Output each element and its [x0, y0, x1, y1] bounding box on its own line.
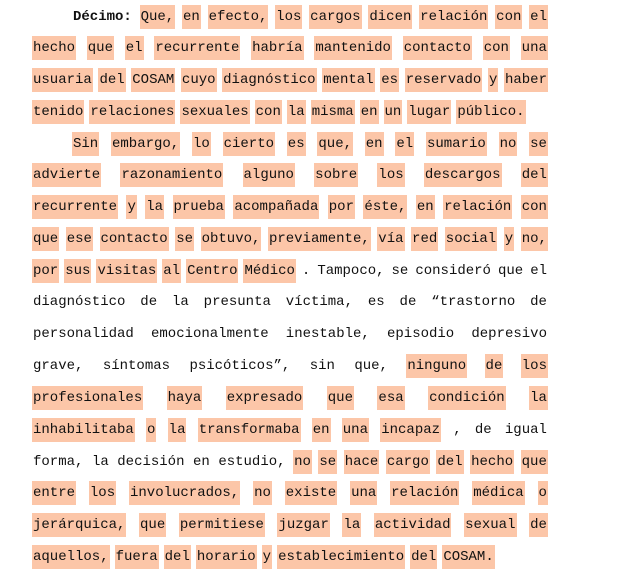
- word: el: [530, 263, 547, 279]
- word: personalidad: [33, 326, 134, 342]
- highlighted-word: COSAM.: [442, 545, 494, 569]
- text-line: [72, 5, 548, 29]
- word: estudio,: [218, 454, 286, 470]
- highlighted-word: que: [87, 36, 114, 60]
- word: víctima,: [285, 294, 353, 310]
- word: síntomas: [102, 358, 171, 374]
- highlighted-word: establecimiento: [277, 545, 405, 569]
- text-line: [32, 163, 548, 187]
- highlighted-word: aquellos,: [32, 545, 110, 569]
- highlighted-word: incapaz: [380, 418, 441, 442]
- highlighted-word: del: [164, 545, 191, 569]
- highlighted-word: cierto: [223, 132, 275, 156]
- highlighted-word: jerárquica,: [32, 513, 126, 537]
- highlighted-word: por: [32, 259, 59, 283]
- highlighted-word: usuaria: [32, 68, 93, 92]
- highlighted-word: horario: [196, 545, 257, 569]
- highlighted-word: sumario: [426, 132, 487, 156]
- highlighted-word: por: [328, 195, 355, 219]
- highlighted-word: una: [521, 36, 548, 60]
- text-line: [32, 195, 548, 219]
- highlighted-word: el: [125, 36, 144, 60]
- highlighted-word: del: [436, 450, 463, 474]
- highlighted-word: cargo: [386, 450, 430, 474]
- highlighted-word: sexuales: [180, 100, 249, 124]
- highlighted-word: ninguno: [406, 354, 467, 378]
- highlighted-word: los: [377, 163, 404, 187]
- highlighted-word: cuyo: [181, 68, 217, 92]
- highlighted-word: en: [312, 418, 331, 442]
- word: consideró: [415, 263, 491, 279]
- highlighted-word: previamente,: [268, 227, 371, 251]
- highlighted-word: contacto: [100, 227, 169, 251]
- highlighted-word: embargo,: [111, 132, 180, 156]
- highlighted-word: Centro: [186, 259, 238, 283]
- highlighted-word: la: [529, 386, 548, 410]
- highlighted-word: que,: [317, 132, 353, 156]
- text-line: [32, 259, 548, 283]
- text-line: [32, 227, 548, 251]
- highlighted-word: condición: [428, 386, 506, 410]
- highlighted-word: hecho: [470, 450, 514, 474]
- word: es: [367, 294, 385, 310]
- highlighted-word: prueba: [173, 195, 225, 219]
- highlighted-word: misma: [311, 100, 355, 124]
- highlighted-word: Médico: [243, 259, 295, 283]
- highlighted-word: la: [168, 418, 187, 442]
- highlighted-word: éste,: [363, 195, 407, 219]
- highlighted-word: la: [342, 513, 361, 537]
- text-line: [32, 418, 548, 442]
- text-line: [32, 386, 548, 410]
- highlighted-word: obtuvo,: [201, 227, 262, 251]
- highlighted-word: sus: [64, 259, 91, 283]
- highlighted-word: descargos: [424, 163, 502, 187]
- highlighted-word: al: [162, 259, 181, 283]
- word: de: [474, 422, 492, 438]
- highlighted-word: en: [365, 132, 384, 156]
- highlighted-word: relación: [390, 481, 459, 505]
- highlighted-word: de: [529, 513, 548, 537]
- highlighted-word: razonamiento: [120, 163, 223, 187]
- highlighted-word: público.: [456, 100, 525, 124]
- highlighted-word: y: [504, 227, 514, 251]
- highlighted-word: contacto: [403, 36, 472, 60]
- highlighted-word: mental: [322, 68, 374, 92]
- highlighted-word: del: [521, 163, 548, 187]
- word: episodio: [386, 326, 455, 342]
- word: que,: [354, 358, 388, 374]
- word: “trastorno: [431, 294, 516, 310]
- highlighted-word: transformaba: [198, 418, 301, 442]
- highlighted-word: es: [380, 68, 399, 92]
- highlighted-word: haya: [167, 386, 203, 410]
- highlighted-word: no: [253, 481, 272, 505]
- highlighted-word: expresado: [226, 386, 304, 410]
- text-line: [32, 481, 548, 505]
- text-line: [32, 100, 548, 124]
- highlighted-word: el: [529, 5, 548, 29]
- highlighted-word: entre: [32, 481, 76, 505]
- highlighted-word: red: [411, 227, 438, 251]
- text-line: [32, 545, 548, 569]
- word: sin: [309, 358, 335, 374]
- highlighted-word: existe: [285, 481, 337, 505]
- highlighted-word: inhabilitaba: [32, 418, 135, 442]
- highlighted-word: el: [395, 132, 414, 156]
- highlighted-word: los: [275, 5, 302, 29]
- highlighted-word: que: [521, 450, 548, 474]
- highlighted-word: involucrados,: [129, 481, 240, 505]
- highlighted-word: juzgar: [277, 513, 329, 537]
- highlighted-word: actividad: [374, 513, 452, 537]
- highlighted-word: no: [293, 450, 312, 474]
- highlighted-word: con: [521, 195, 548, 219]
- highlighted-word: efecto,: [208, 5, 269, 29]
- text-line: [32, 68, 548, 92]
- highlighted-word: en: [416, 195, 435, 219]
- highlighted-word: que: [327, 386, 354, 410]
- highlighted-word: médica: [472, 481, 524, 505]
- highlighted-word: advierte: [32, 163, 101, 187]
- highlighted-word: se: [318, 450, 337, 474]
- highlighted-word: una: [342, 418, 369, 442]
- highlighted-word: que: [139, 513, 166, 537]
- highlighted-word: hecho: [32, 36, 76, 60]
- highlighted-word: no: [499, 132, 518, 156]
- word: .: [301, 263, 311, 279]
- word: igual: [504, 422, 547, 438]
- text-line: [32, 36, 548, 60]
- word: forma,: [33, 454, 84, 470]
- highlighted-word: y: [488, 68, 498, 92]
- highlighted-word: del: [410, 545, 437, 569]
- highlighted-word: con: [255, 100, 282, 124]
- text-line: [32, 450, 548, 474]
- highlighted-word: del: [98, 68, 125, 92]
- highlighted-word: se: [529, 132, 548, 156]
- highlighted-word: una: [350, 481, 377, 505]
- highlighted-word: sobre: [314, 163, 358, 187]
- highlighted-word: sexual: [464, 513, 516, 537]
- highlighted-word: la: [145, 195, 164, 219]
- highlighted-word: en: [360, 100, 379, 124]
- word: de: [140, 294, 158, 310]
- word: de: [399, 294, 417, 310]
- text-line: [32, 290, 548, 314]
- text-line: [32, 354, 548, 378]
- highlighted-word: social: [445, 227, 497, 251]
- highlighted-word: mantenido: [314, 36, 392, 60]
- highlighted-word: visitas: [96, 259, 157, 283]
- highlighted-word: ese: [66, 227, 93, 251]
- highlighted-word: lo: [192, 132, 211, 156]
- word: se: [391, 263, 409, 279]
- highlighted-word: recurrente: [154, 36, 240, 60]
- highlighted-word: fuera: [115, 545, 159, 569]
- highlighted-word: haber: [504, 68, 548, 92]
- highlighted-word: con: [495, 5, 522, 29]
- highlighted-word: lugar: [407, 100, 451, 124]
- highlighted-word: o: [146, 418, 156, 442]
- highlighted-word: vía: [377, 227, 404, 251]
- highlighted-word: o: [538, 481, 548, 505]
- word: de: [530, 294, 547, 310]
- highlighted-word: tenido: [32, 100, 84, 124]
- highlighted-word: dicen: [368, 5, 412, 29]
- highlighted-word: COSAM: [131, 68, 175, 92]
- word: depresivo: [471, 326, 547, 342]
- highlighted-word: permitiese: [179, 513, 265, 537]
- highlighted-word: diagnóstico: [222, 68, 316, 92]
- highlighted-word: no,: [521, 227, 548, 251]
- word: ,: [453, 422, 462, 438]
- highlighted-word: se: [175, 227, 194, 251]
- word: Tampoco,: [317, 263, 385, 279]
- highlighted-word: que: [32, 227, 59, 251]
- highlighted-word: esa: [377, 386, 404, 410]
- highlighted-word: con: [483, 36, 510, 60]
- highlighted-word: hace: [344, 450, 380, 474]
- highlighted-word: cargos: [309, 5, 361, 29]
- highlighted-word: y: [262, 545, 272, 569]
- highlighted-word: en: [182, 5, 201, 29]
- highlighted-word: reservado: [405, 68, 483, 92]
- highlighted-word: relaciones: [89, 100, 175, 124]
- highlighted-word: acompañada: [233, 195, 319, 219]
- highlighted-word: recurrente: [32, 195, 118, 219]
- word: en: [193, 454, 210, 470]
- highlighted-word: y: [126, 195, 136, 219]
- word: inestable,: [285, 326, 370, 342]
- text-line: [32, 322, 548, 346]
- word: que: [497, 263, 524, 279]
- highlighted-word: es: [287, 132, 306, 156]
- highlighted-word: los: [521, 354, 548, 378]
- heading-word: Décimo:: [73, 9, 132, 25]
- word: psicóticos”,: [189, 358, 291, 374]
- word: decisión: [117, 454, 185, 470]
- highlighted-word: relación: [419, 5, 488, 29]
- text-line: [72, 132, 548, 156]
- text-line: [32, 513, 548, 537]
- word: la: [171, 294, 189, 310]
- highlighted-word: Sin: [72, 132, 99, 156]
- highlighted-word: habría: [251, 36, 303, 60]
- highlighted-word: un: [384, 100, 403, 124]
- highlighted-word: de: [485, 354, 504, 378]
- word: la: [91, 454, 109, 470]
- highlighted-word: alguno: [243, 163, 295, 187]
- word: presunta: [203, 294, 271, 310]
- highlighted-word: Que,: [140, 5, 176, 29]
- highlighted-word: la: [287, 100, 306, 124]
- highlighted-word: profesionales: [32, 386, 143, 410]
- highlighted-word: relación: [443, 195, 512, 219]
- word: diagnóstico: [33, 294, 126, 310]
- word: grave,: [33, 358, 84, 374]
- word: emocionalmente: [151, 326, 269, 342]
- highlighted-word: los: [89, 481, 116, 505]
